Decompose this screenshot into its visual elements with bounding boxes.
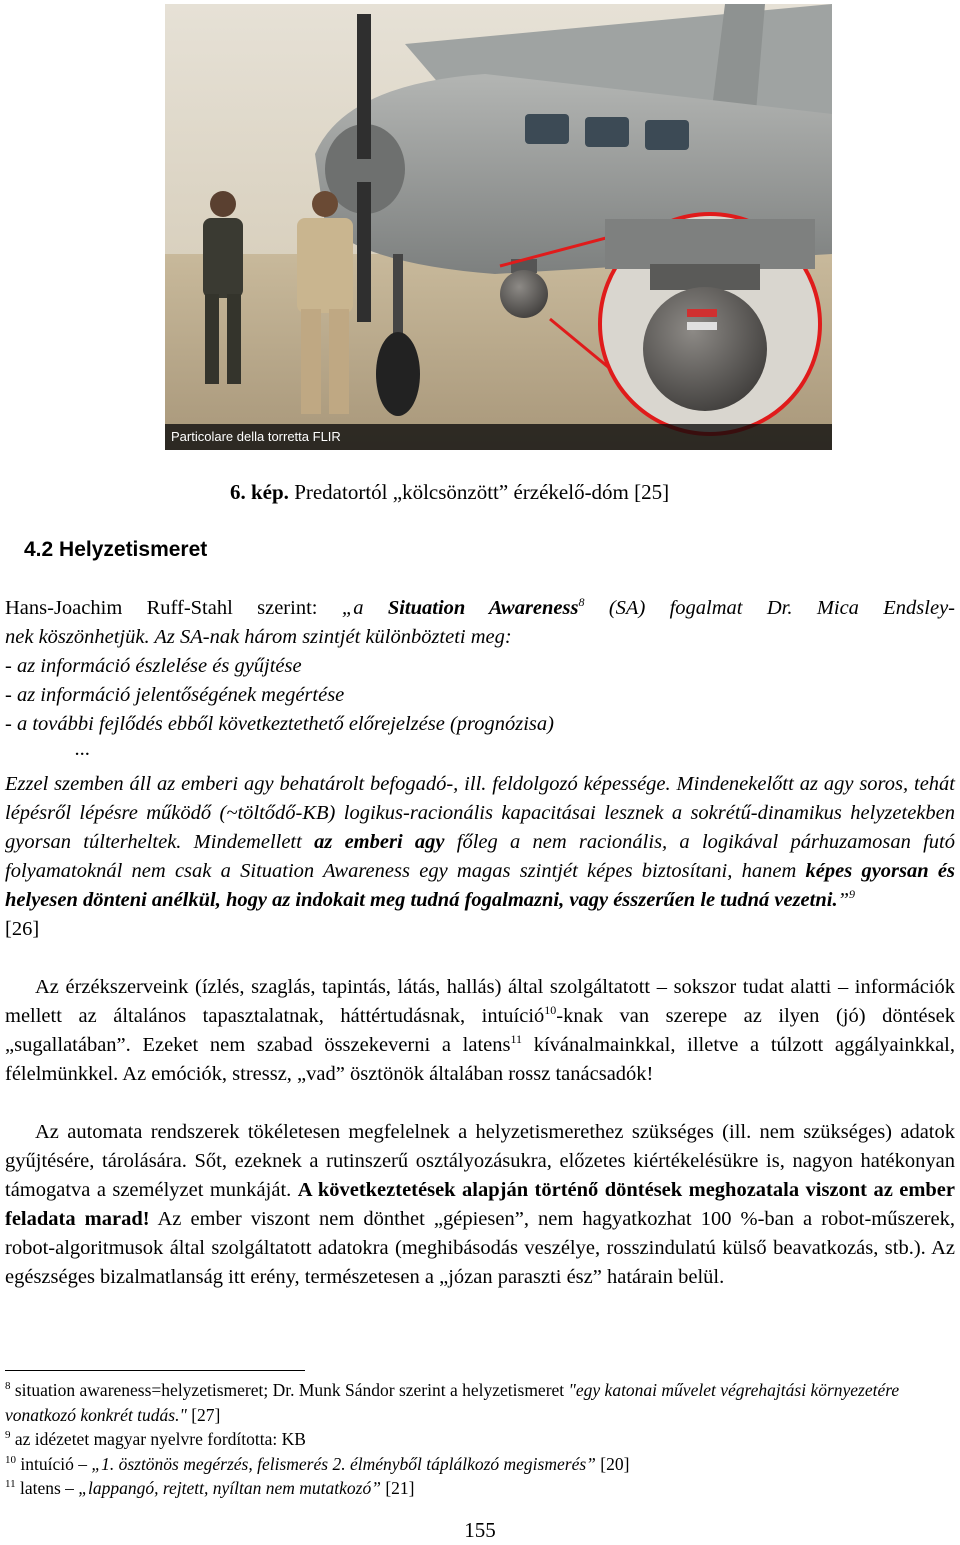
footnote-ref: [20] xyxy=(595,1453,630,1474)
senses-paragraph-text xyxy=(5,973,955,1089)
brain-paragraph xyxy=(5,770,955,944)
magnified-mount xyxy=(650,264,760,290)
window xyxy=(645,120,689,150)
text-span: Az automata rendszerek tökéletesen megfelelnek a helyzetismerethez szükséges (ill. nem szükséges) adatok gyűjtésére, tárolására. Sőt, ezeknek a rutinszerű osztályozásukra, előzetes kiértékelésükre is, nagyon hatékonyan támogatva a személyzet munkáját. xyxy=(5,1121,955,1201)
text-span: Az ember viszont nem dönthet „gépiesen”, nem hagyatkozhat 100 %-ban a robot-műszerek, robot-algoritmusok által szolgáltatott adatokra (meghibásodás veszélye, rosszindulatú külső beavatkozás, stb.). Az egészséges bizalmatlanság itt erény, természetesen a „józan paraszti ész” határain belül. xyxy=(5,1208,955,1288)
footnote-text: az idézetet magyar nyelvre fordította: KB xyxy=(10,1429,306,1449)
footnote-quote: "egy katonai művelet végrehajtási környezetére vonatkozó konkrét tudás." xyxy=(5,1380,900,1425)
bold-text: képes gyorsan és helyesen dönteni anélkül, hogy az indokait meg tudná fogalmazni, vagy ésszerűen le tudná vezetni. xyxy=(5,860,955,911)
text-span: főleg a nem racionális, a logikával párhuzamosan futó folyamatoknál nem csak a Situation Awareness egy magas szintjét képes biztosítani, hanem xyxy=(5,831,955,882)
propeller-blade xyxy=(357,14,371,159)
footnote-quote: „lappangó, rejtett, nyíltan nem mutatkozó” xyxy=(78,1478,381,1498)
footnote xyxy=(5,1427,955,1452)
figure-label: 6. kép. xyxy=(230,480,289,504)
text-span: Hans-Joachim Ruff-Stahl szerint: xyxy=(5,597,342,619)
text-span: kívánalmainkkal, illetve a túlzott aggályainkkal, félelmünkkel. Az emóciók, stressz, „vad” ösztönök általában rossz tanácsadók! xyxy=(5,1034,956,1085)
magnified-sensor-dome xyxy=(643,287,767,411)
intro-line-1 xyxy=(5,594,955,623)
footnote xyxy=(5,1476,955,1501)
bold-text: az emberi agy xyxy=(314,831,445,853)
list-item: - a további fejlődés ebből következtethető előrejelzése (prognózisa) xyxy=(5,713,554,735)
text-span: -knak van szerepe az ilyen (jó) döntések „sugallatában”. Ezeket nem szabad összekeverni a latens xyxy=(5,1005,955,1056)
nose-wheel xyxy=(376,332,420,416)
reference: [26] xyxy=(5,918,40,940)
footnote-text: latens – xyxy=(15,1478,79,1498)
footnote-ref: 10 xyxy=(544,1003,557,1018)
intro-paragraph xyxy=(5,594,955,759)
footnote xyxy=(5,1378,955,1427)
footnote-ref: 9 xyxy=(848,887,855,902)
text-span: Az érzékszerveink (ízlés, szaglás, tapintás, látás, hallás) által szolgáltatott – sokszor tudat alatti – információk mellett az általános tapasztalatnak, háttértudásnak, intuíció xyxy=(5,976,955,1027)
warning-label xyxy=(687,322,717,330)
footnotes xyxy=(5,1378,955,1501)
footnote-text: intuíció – xyxy=(16,1453,92,1474)
footnote-quote: „1. ösztönös megérzés, felismerés 2. élményből táplálkozó megismerés” xyxy=(91,1453,596,1474)
footnote-divider xyxy=(5,1370,305,1371)
footnote-number: 9 xyxy=(5,1429,11,1442)
page-number: 155 xyxy=(464,1518,496,1542)
photo-caption: Particolare della torretta FLIR xyxy=(165,424,832,450)
footnote-ref: 8 xyxy=(578,595,585,610)
brain-paragraph-text xyxy=(5,770,955,915)
warning-label xyxy=(687,309,717,317)
footnote-ref: [27] xyxy=(186,1404,221,1425)
quote-close: ” xyxy=(837,889,849,911)
text-span: Ezzel szemben áll az emberi agy behatárolt befogadó-, ill. feldolgozó képessége. Mindenekelőtt az agy soros, tehát lépésről lépésre működő (~töltődő-KB) logikus-racionális kapacitásai lesznek a sokrétű-dinamikus helyzetekben gyorsan túlterheltek. Mindemellett xyxy=(5,773,955,853)
figure-caption-text: Predatortól „kölcsönzött” érzékelő-dóm [25] xyxy=(294,480,670,504)
nose-gear-strut xyxy=(393,254,403,334)
bold-text: A következtetések alapján történő döntések meghozatala viszont az ember feladata marad! xyxy=(5,1179,956,1230)
aircraft-photo xyxy=(165,4,832,450)
footnote-number: 11 xyxy=(5,1478,16,1491)
senses-paragraph xyxy=(5,973,955,1089)
footnote-number: 10 xyxy=(5,1453,16,1466)
term-situation-awareness: Situation Awareness xyxy=(387,597,579,619)
magnified-fuselage xyxy=(605,219,815,269)
aircraft-illustration xyxy=(165,4,832,450)
figure-caption xyxy=(230,480,669,505)
window xyxy=(585,117,629,147)
list-item: - az információ észlelése és gyűjtése xyxy=(5,655,302,677)
quote-text: nek köszönhetjük. xyxy=(5,626,150,648)
quote-text: Az SA-nak három szintjét különbözteti meg: xyxy=(149,626,512,648)
footnote-ref: [21] xyxy=(380,1478,415,1498)
window xyxy=(525,114,569,144)
footnote-number: 8 xyxy=(5,1380,11,1393)
intro-line-2 xyxy=(5,623,955,652)
sensor-dome-small xyxy=(500,270,548,318)
automation-paragraph xyxy=(5,1118,955,1292)
section-heading: 4.2 Helyzetismeret xyxy=(24,538,208,561)
list-item: - az információ jelentőségének megértése xyxy=(5,684,345,706)
footnote xyxy=(5,1452,955,1477)
quote-open: „a xyxy=(341,597,388,619)
footnote-text: situation awareness=helyzetismeret; Dr. Munk Sándor szerint a helyzetismeret xyxy=(10,1380,569,1400)
quote-text: (SA) fogalmat Dr. Mica Endsley- xyxy=(584,597,955,619)
propeller-blade xyxy=(357,182,371,322)
automation-paragraph-text xyxy=(5,1118,955,1292)
ellipsis: ... xyxy=(75,738,91,760)
footnote-ref: 11 xyxy=(510,1032,523,1047)
